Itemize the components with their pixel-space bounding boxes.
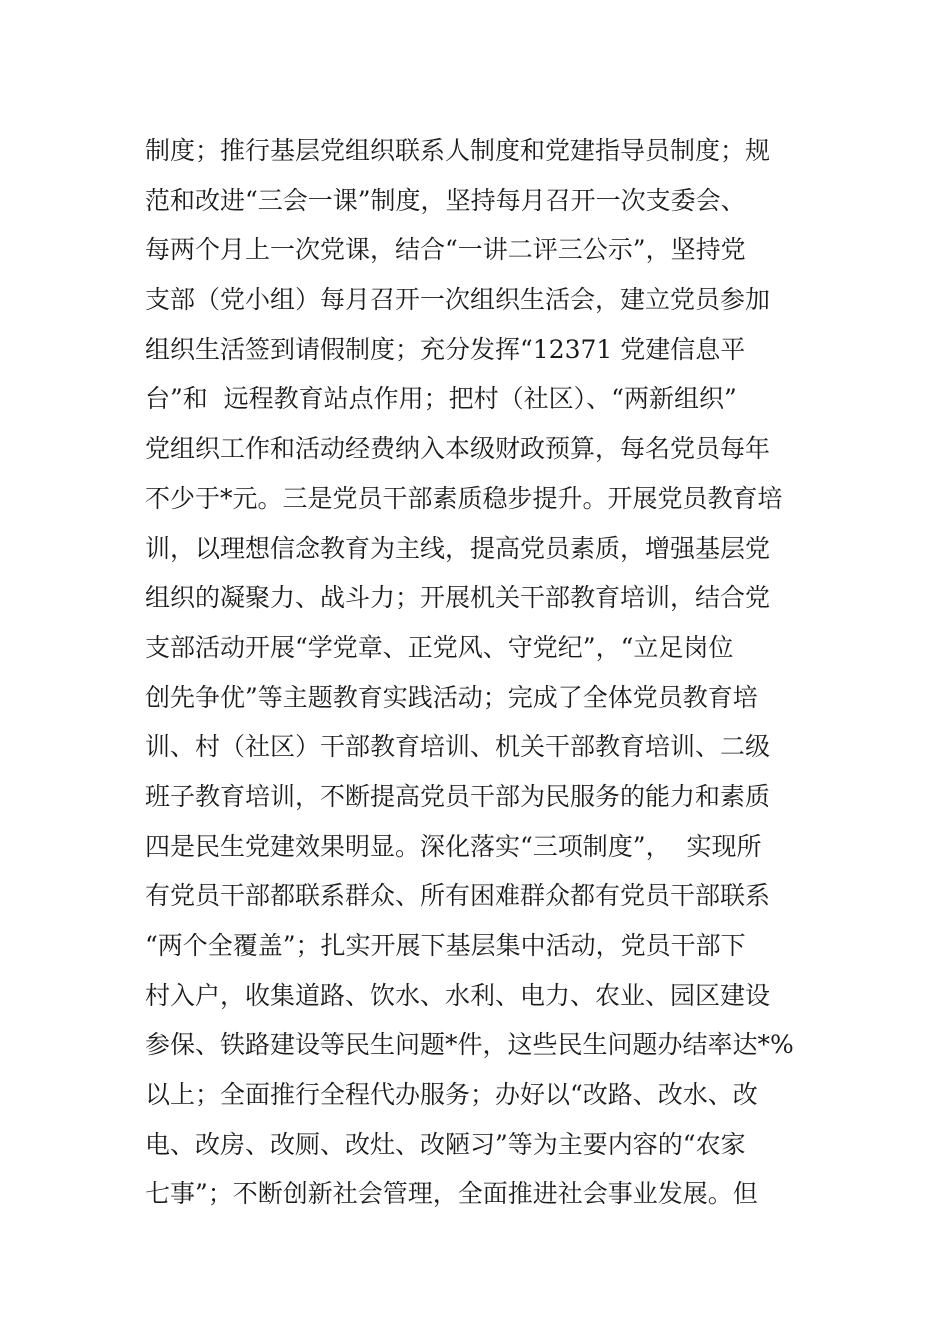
text-line: “两个全覆盖”；扎实开展下基层集中活动，党员干部下 — [145, 931, 746, 960]
text-line: 有党员干部都联系群众、所有困难群众都有党员干部联系 — [145, 881, 771, 911]
text-line: 不少于*元。三是党员干部素质稳步提升。开展党员教育培 — [145, 483, 783, 513]
text-line: 范和改进“三会一课”制度，坚持每月召开一次支委会、 — [145, 185, 746, 215]
text-line: 每两个月上一次党课，结合“一讲二评三公示”，坚持党 — [145, 235, 746, 265]
text-line: 参保、铁路建设等民生问题*件，这些民生问题办结率达*% — [145, 1030, 794, 1060]
text-line: 以上；全面推行全程代办服务；办好以“改路、改水、改 — [145, 1080, 758, 1110]
text-line: 组织生活签到请假制度；充分发挥“12371 党建信息平 — [145, 334, 746, 364]
text-line: 支部（党小组）每月召开一次组织生活会，建立党员参加 — [145, 285, 771, 315]
text-line: 训，以理想信念教育为主线，提高党员素质，增强基层党 — [145, 533, 771, 563]
text-line: 电、改房、改厕、改灶、改陋习”等为主要内容的“农家 — [145, 1129, 746, 1159]
text-line: 党组织工作和活动经费纳入本级财政预算，每名党员每年 — [145, 434, 771, 464]
text-line: 创先争优”等主题教育实践活动；完成了全体党员教育培 — [145, 682, 758, 712]
text-line: 七事”；不断创新社会管理，全面推进社会事业发展。但 — [145, 1179, 758, 1209]
text-line: 支部活动开展“学党章、正党风、守党纪”，“立足岗位 — [145, 632, 734, 662]
text-line: 训、村（社区）干部教育培训、机关干部教育培训、二级 — [145, 732, 771, 762]
text-line: 四是民生党建效果明显。深化落实“三项制度”， 实现所 — [145, 831, 762, 861]
text-line: 组织的凝聚力、战斗力；开展机关干部教育培训，结合党 — [145, 583, 771, 613]
text-line: 制度；推行基层党组织联系人制度和党建指导员制度；规 — [145, 136, 771, 165]
text-line: 班子教育培训，不断提高党员干部为民服务的能力和素质 — [145, 781, 771, 811]
text-line: 村入户，收集道路、饮水、水利、电力、农业、园区建设 — [145, 980, 771, 1010]
body-text — [145, 126, 815, 1219]
text-line: 台”和 远程教育站点作用；把村（社区）、“两新组织” — [145, 384, 737, 414]
